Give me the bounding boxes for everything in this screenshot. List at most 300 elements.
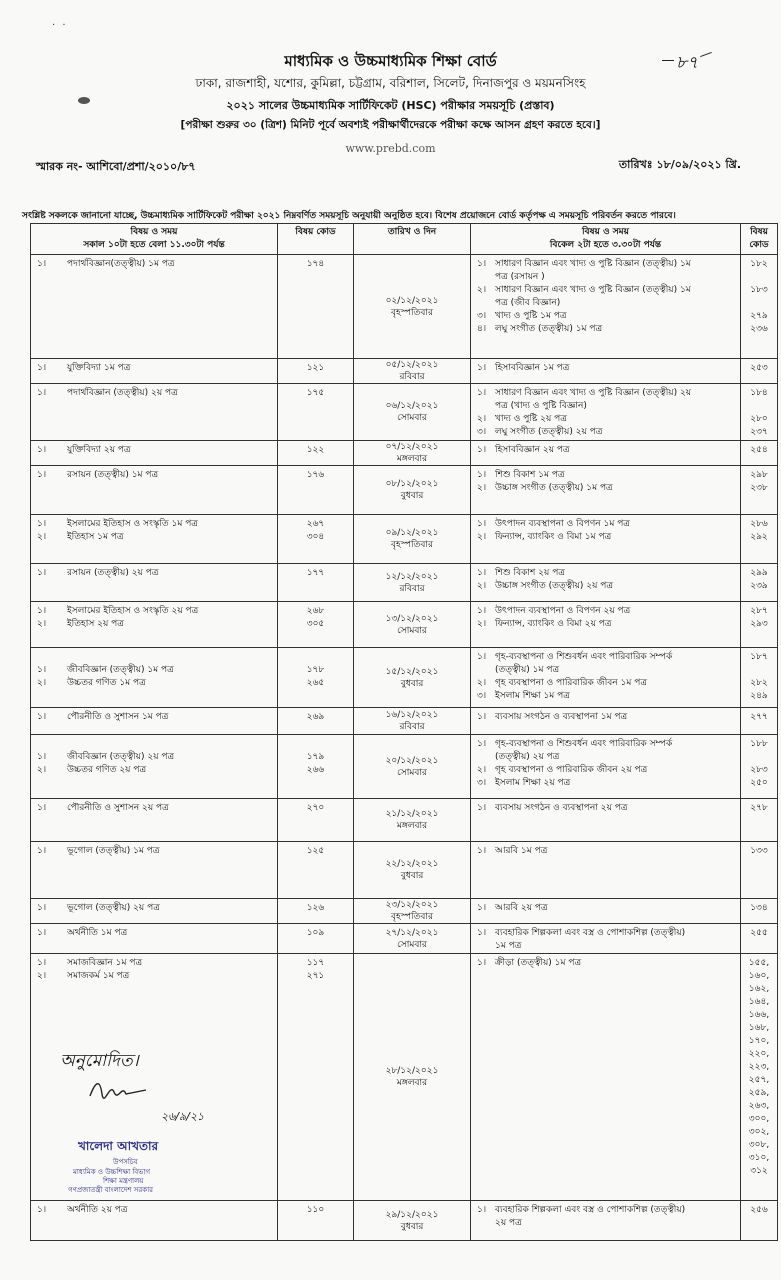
afternoon-subjects-cell — [471, 648, 741, 708]
subject-code — [741, 940, 777, 953]
afternoon-subject-line — [477, 531, 736, 544]
subject-name: জীববিজ্ঞান (তত্ত্বীয়) ১ম পত্র — [67, 665, 174, 675]
schedule-row — [31, 842, 778, 899]
subject-name: গৃহ ব্যবস্থাপনা ও পারিবারিক জীবন ১ম পত্র — [495, 678, 647, 688]
item-number: ১। — [477, 739, 487, 749]
afternoon-subjects — [471, 799, 740, 815]
afternoon-subject-line — [477, 518, 736, 531]
subject-code: ১৮৮ — [750, 739, 768, 749]
afternoon-code-cell — [741, 384, 778, 441]
subject-code — [741, 297, 777, 310]
exam-date: ১৬/১২/২০২১ — [385, 710, 439, 720]
morning-codes — [278, 359, 353, 375]
exam-date: ১৫/১২/২০২১ — [385, 666, 439, 677]
item-number — [37, 738, 67, 751]
afternoon-codes — [741, 799, 777, 815]
subject-code: ১৬৮, — [748, 1023, 770, 1033]
subject-code: ১৩৩ — [750, 846, 768, 856]
subject-code: ৩১২ — [750, 1166, 768, 1176]
subject-name: ফিন্যান্স, ব্যাংকিং ও বিমা ১ম পত্র — [495, 532, 612, 542]
subject-code: ২৫৪ — [750, 445, 768, 455]
item-number: ২। — [477, 678, 487, 688]
morning-codes — [278, 842, 353, 858]
item-number: ১। — [37, 846, 47, 856]
afternoon-subject-line — [477, 400, 736, 413]
subject-code: ২৬৬ — [306, 765, 325, 775]
item-number: ২। — [37, 532, 47, 542]
subject-code: ২৯২ — [750, 532, 768, 542]
afternoon-subjects-cell — [471, 1201, 741, 1241]
subject-code: ১৭০, — [748, 1036, 770, 1046]
morning-subjects — [31, 954, 277, 983]
afternoon-subject-line — [477, 751, 736, 764]
item-number: ১। — [37, 928, 47, 938]
morning-subject-line — [37, 531, 273, 544]
morning-code-cell — [278, 564, 354, 602]
afternoon-codes — [741, 564, 777, 593]
subject-name: ব্যবসায় সংগঠন ও ব্যবস্থাপনা ২য় পত্র — [495, 803, 628, 813]
header-code2: বিষয় কোড — [741, 224, 778, 255]
morning-codes — [278, 799, 353, 815]
subject-name: আরবি ২য় পত্র — [495, 903, 548, 913]
header-morning: বিষয় ও সময় সকাল ১০টা হতে বেলা ১১.৩০টা পর্যন্ত — [31, 224, 278, 255]
date-cell — [354, 708, 471, 735]
exam-date: ২১/১২/২০২১ — [385, 809, 439, 819]
morning-code-cell — [278, 954, 354, 1201]
subject-code — [741, 1217, 777, 1230]
item-number: ১। — [477, 846, 487, 856]
subject-name: সাধারণ বিজ্ঞান এবং খাদ্য ও পুষ্টি বিজ্ঞান (তত্ত্বীয়) ১ম — [495, 259, 691, 269]
afternoon-subjects-cell — [471, 359, 741, 384]
memo-number: স্মারক নং- আশিবো/প্রশা/২০১০/৮৭ — [36, 160, 196, 173]
morning-codes — [278, 441, 353, 457]
afternoon-subject-line — [477, 482, 736, 495]
afternoon-subject-line — [477, 284, 736, 297]
issue-date: তারিখঃ ১৮/০৯/২০২১ খ্রি. — [618, 158, 741, 171]
subject-name: অর্থনীতি ১ম পত্র — [67, 928, 128, 938]
subject-name: উচ্চাঙ্গ সংগীত (তত্ত্বীয়) ২য় পত্র — [495, 581, 613, 591]
item-number: ১। — [37, 665, 47, 675]
item-number: ১। — [37, 903, 47, 913]
afternoon-subjects-cell — [471, 515, 741, 564]
subject-name: ভূগোল (তত্ত্বীয়) ২য় পত্র — [67, 903, 160, 913]
morning-subjects-cell — [31, 255, 278, 359]
afternoon-subjects — [471, 842, 740, 858]
subject-code: ২৩৬ — [750, 324, 768, 334]
exam-instruction: [পরীক্ষা শুরুর ৩০ (ত্রিশ) মিনিট পূর্বে অবশ্যই পরীক্ষার্থীদেরকে পরীক্ষা কক্ষে আসন গ্রহণ করতে হবে।] — [180, 119, 601, 131]
afternoon-subjects — [471, 466, 740, 495]
morning-subject-line — [37, 764, 273, 777]
morning-subjects — [31, 899, 277, 915]
handwritten-page-number: ৮৭ — [676, 50, 698, 78]
exam-day: সোমবার — [397, 625, 427, 636]
morning-subjects-cell — [31, 466, 278, 515]
morning-subject-line — [37, 802, 273, 815]
item-number: ১। — [37, 568, 47, 578]
afternoon-subjects — [471, 564, 740, 593]
subject-code: ৩০৪ — [306, 532, 325, 542]
item-number — [477, 297, 495, 310]
subject-name: ক্রীড়া (তত্ত্বীয়) ১ম পত্র — [495, 958, 582, 968]
subject-code: ১৬০, — [748, 971, 770, 981]
subject-name: উচ্চতর গণিত ১ম পত্র — [67, 678, 146, 688]
morning-codes — [278, 1201, 353, 1217]
morning-subjects — [31, 1201, 277, 1217]
morning-subject-line — [37, 362, 273, 375]
item-number: ২। — [477, 414, 487, 424]
subject-code: ১৭৪ — [306, 259, 325, 269]
afternoon-subject-line — [477, 777, 736, 790]
item-number: ১। — [37, 803, 47, 813]
subject-code: ২৫৯, — [748, 1088, 770, 1098]
item-number: ৩। — [477, 311, 487, 321]
afternoon-subject-line — [477, 469, 736, 482]
subject-name: (তত্ত্বীয়) ২য় পত্র — [495, 752, 560, 762]
item-number: ১। — [477, 803, 487, 813]
subject-name: ইসলামের ইতিহাস ও সংস্কৃতি ১ম পত্র — [67, 519, 198, 529]
date-cell — [354, 924, 471, 954]
subject-code: ২৭১ — [306, 971, 325, 981]
afternoon-codes — [741, 1201, 777, 1230]
subject-code — [741, 271, 777, 284]
morning-subjects — [31, 735, 277, 777]
date-cell — [354, 1201, 471, 1241]
morning-subjects-cell — [31, 384, 278, 441]
date-cell — [354, 648, 471, 708]
item-number: ৩। — [477, 778, 487, 788]
subject-name: পত্র (রসায়ন ) — [495, 272, 545, 282]
subject-code — [278, 651, 353, 664]
morning-subjects — [31, 842, 277, 858]
item-number: ১। — [37, 519, 47, 529]
subject-code: ১৮২ — [750, 259, 768, 269]
signatory-government: গণপ্রজাতন্ত্রী বাংলাদেশ সরকার — [68, 1186, 153, 1194]
afternoon-subjects-cell — [471, 799, 741, 842]
subject-code: ১০৯ — [306, 928, 325, 938]
subject-code: ১৬৪, — [748, 997, 770, 1007]
table-header-row — [31, 224, 778, 255]
item-number — [477, 940, 495, 953]
schedule-row — [31, 602, 778, 648]
subject-code: ২৭৭ — [750, 712, 768, 722]
item-number: ১। — [37, 470, 47, 480]
item-number: ১। — [37, 712, 47, 722]
subject-code: ২৮৬ — [750, 519, 768, 529]
schedule-row — [31, 899, 778, 924]
schedule-row — [31, 359, 778, 384]
morning-code-cell — [278, 441, 354, 466]
afternoon-subjects-cell — [471, 384, 741, 441]
afternoon-subject-line — [477, 580, 736, 593]
subject-code: ১২২ — [306, 445, 325, 455]
schedule-row — [31, 515, 778, 564]
morning-subject-line — [37, 751, 273, 764]
subject-code: ২৫৬ — [750, 1205, 768, 1215]
notice-text: সংশ্লিষ্ট সকলকে জানানো যাচ্ছে, উচ্চমাধ্যমিক সার্টিফিকেট পরীক্ষা ২০২১ নিম্নবর্ণিত সময়সূচি অনুযায়ী অনুষ্ঠিত হবে। বিশেষ প্রয়োজনে বোর্ড কর্তৃপক্ষ এ সময়সূচি পরিবর্তন করতে পারবে। — [22, 211, 676, 221]
morning-subjects-cell — [31, 602, 278, 648]
morning-subject-line — [37, 618, 273, 631]
subject-name: পত্র (খাদ্য ও পুষ্টি বিজ্ঞান) — [495, 401, 587, 411]
subject-code: ৩০৮, — [748, 1140, 770, 1150]
exam-date: ০৫/১২/২০২১ — [385, 360, 439, 370]
exam-day: বুধবার — [400, 491, 424, 501]
subject-code: ১৭৫ — [306, 388, 325, 398]
subject-name: পদার্থবিজ্ঞান (তত্ত্বীয়) ২য় পত্র — [67, 388, 178, 398]
item-number: ১। — [477, 568, 487, 578]
handwritten-signature — [88, 1078, 148, 1100]
afternoon-subjects-cell — [471, 466, 741, 515]
subject-code: ১৭৯ — [306, 752, 325, 762]
afternoon-code-cell — [741, 515, 778, 564]
subject-name: লঘু সংগীত (তত্ত্বীয়) ২য় পত্র — [495, 427, 603, 437]
date-cell — [354, 799, 471, 842]
subject-name: গৃহ-ব্যবস্থাপনা ও শিশুবর্ধন এবং পারিবারিক সম্পর্ক — [495, 652, 673, 662]
afternoon-subjects — [471, 735, 740, 790]
exam-day: রবিবার — [399, 583, 425, 594]
afternoon-subject-line — [477, 362, 736, 375]
subject-code: ১১৭ — [306, 958, 325, 968]
exam-day: সোমবার — [397, 767, 427, 778]
afternoon-subjects-cell — [471, 564, 741, 602]
item-number — [477, 664, 495, 677]
subject-code: ২৭০ — [306, 803, 325, 813]
subject-name: ইতিহাস ১ম পত্র — [67, 532, 124, 542]
subject-code: ১৩৪ — [750, 903, 768, 913]
subject-name: সাধারণ বিজ্ঞান এবং খাদ্য ও পুষ্টি বিজ্ঞান (তত্ত্বীয়) ১ম — [495, 285, 691, 295]
exam-date: ২০/১২/২০২১ — [385, 755, 439, 766]
subject-code: ২৬৮ — [306, 606, 325, 616]
exam-date: ২৯/১২/২০২১ — [385, 1209, 439, 1220]
afternoon-subjects — [471, 441, 740, 457]
schedule-row — [31, 1201, 778, 1241]
subject-name: লঘু সংগীত (তত্ত্বীয়) ১ম পত্র — [495, 324, 603, 334]
schedule-row — [31, 255, 778, 359]
date-cell — [354, 441, 471, 466]
morning-code-cell — [278, 842, 354, 899]
subject-name: পৌরনীতি ও সুশাসন ১ম পত্র — [67, 712, 169, 722]
signatory-designation: উপসচিব — [113, 1158, 138, 1166]
afternoon-subject-line — [477, 310, 736, 323]
exam-day: বুধবার — [400, 678, 424, 689]
subject-name: সমাজবিজ্ঞান ১ম পত্র — [67, 958, 143, 968]
subject-code: ২৯৮ — [750, 470, 768, 480]
morning-codes — [278, 564, 353, 580]
afternoon-code-cell — [741, 564, 778, 602]
afternoon-code-cell — [741, 842, 778, 899]
subject-name: শিশু বিকাশ ১ম পত্র — [495, 470, 565, 480]
item-number — [477, 271, 495, 284]
subject-code: ২৮৭ — [750, 606, 768, 616]
subject-code: ৩০৫ — [306, 619, 325, 629]
subject-code: ১২১ — [306, 363, 325, 373]
item-number: ২। — [477, 483, 487, 493]
morning-subjects — [31, 515, 277, 544]
morning-code-cell — [278, 924, 354, 954]
subject-code: ২৭৯ — [750, 311, 768, 321]
item-number: ১। — [37, 752, 47, 762]
subject-code: ৩১০, — [748, 1153, 770, 1163]
subject-name: অর্থনীতি ২য় পত্র — [67, 1205, 128, 1215]
morning-subject-line — [37, 567, 273, 580]
afternoon-subject-line — [477, 1217, 736, 1230]
afternoon-subject-line — [477, 957, 736, 970]
subject-name: যুক্তিবিদ্যা ২য় পত্র — [67, 445, 131, 455]
subject-name: জীববিজ্ঞান (তত্ত্বীয়) ২য় পত্র — [67, 752, 175, 762]
subject-code: ২৬৩, — [748, 1101, 770, 1111]
subject-code: ২৮০ — [750, 414, 768, 424]
subject-name: ২য় পত্র — [495, 1218, 522, 1228]
morning-codes — [278, 255, 353, 271]
subject-name: শিশু বিকাশ ২য় পত্র — [495, 568, 565, 578]
morning-subject-line — [37, 444, 273, 457]
morning-subject-line — [37, 845, 273, 858]
item-number: ২। — [37, 619, 47, 629]
item-number: ১। — [477, 606, 487, 616]
schedule-row — [31, 564, 778, 602]
afternoon-subjects — [471, 899, 740, 915]
exam-day: রবিবার — [399, 372, 425, 382]
morning-subjects-cell — [31, 1201, 278, 1241]
subject-name: গৃহ ব্যবস্থাপনা ও পারিবারিক জীবন ২য় পত্র — [495, 765, 648, 775]
date-cell — [354, 466, 471, 515]
afternoon-subject-line — [477, 413, 736, 426]
afternoon-codes — [741, 441, 777, 457]
morning-subjects-cell — [31, 842, 278, 899]
date-cell — [354, 515, 471, 564]
subject-name: ইসলাম শিক্ষা ২য় পত্র — [495, 778, 571, 788]
subject-name: খাদ্য ও পুষ্টি ২য় পত্র — [495, 414, 567, 424]
subject-code: ২২৩, — [748, 1062, 770, 1072]
afternoon-subject-line — [477, 567, 736, 580]
exam-date: ২৮/১২/২০২১ — [385, 1066, 439, 1076]
date-cell — [354, 735, 471, 799]
afternoon-subjects — [471, 708, 740, 724]
afternoon-code-cell — [741, 799, 778, 842]
afternoon-codes — [741, 255, 777, 336]
morning-codes — [278, 602, 353, 631]
subject-code: ২৮২ — [750, 678, 768, 688]
afternoon-codes — [741, 384, 777, 439]
subject-code: ২৪৯ — [750, 691, 768, 701]
afternoon-subject-line — [477, 271, 736, 284]
morning-code-cell — [278, 648, 354, 708]
morning-codes — [278, 515, 353, 544]
afternoon-subject-line — [477, 258, 736, 271]
subject-code: ১৮৩ — [750, 285, 768, 295]
morning-code-cell — [278, 799, 354, 842]
morning-subjects — [31, 255, 277, 271]
morning-codes — [278, 466, 353, 482]
morning-codes — [278, 708, 353, 724]
afternoon-subjects — [471, 954, 740, 970]
schedule-row — [31, 799, 778, 842]
afternoon-subjects-cell — [471, 842, 741, 899]
item-number: ১। — [37, 606, 47, 616]
subject-name: পদার্থবিজ্ঞান(তত্ত্বীয়) ১ম পত্র — [67, 259, 175, 269]
afternoon-codes — [741, 842, 777, 858]
morning-subject-line — [37, 970, 273, 983]
subject-name: ১ম পত্র — [495, 941, 522, 951]
morning-subjects-cell — [31, 515, 278, 564]
afternoon-code-cell — [741, 1201, 778, 1241]
exam-date: ০৬/১২/২০২১ — [385, 401, 439, 411]
subject-name: হিসাববিজ্ঞান ২য় পত্র — [495, 445, 570, 455]
item-number — [477, 751, 495, 764]
schedule-row — [31, 735, 778, 799]
morning-subject-line — [37, 469, 273, 482]
afternoon-subject-line — [477, 323, 736, 336]
board-name: মাধ্যমিক ও উচ্চমাধ্যমিক শিক্ষা বোর্ড — [284, 52, 497, 70]
subject-code: ১২৫ — [306, 846, 325, 856]
item-number: ১। — [477, 388, 487, 398]
schedule-row — [31, 441, 778, 466]
afternoon-codes — [741, 735, 777, 790]
morning-code-cell — [278, 515, 354, 564]
morning-codes — [278, 384, 353, 400]
subject-code: ২৯৩ — [750, 619, 768, 629]
item-number: ১। — [477, 519, 487, 529]
item-number: ১। — [37, 363, 47, 373]
subject-code: ১৭৮ — [306, 665, 325, 675]
afternoon-subject-line — [477, 444, 736, 457]
subject-code: ১৬২, — [748, 984, 770, 994]
item-number: ১। — [37, 388, 47, 398]
afternoon-subject-line — [477, 845, 736, 858]
date-cell — [354, 255, 471, 359]
subject-name: ইসলাম শিক্ষা ১ম পত্র — [495, 691, 570, 701]
afternoon-subject-line — [477, 802, 736, 815]
afternoon-codes — [741, 466, 777, 495]
afternoon-subject-line — [477, 711, 736, 724]
afternoon-codes — [741, 359, 777, 375]
afternoon-subject-line — [477, 738, 736, 751]
afternoon-subjects — [471, 602, 740, 631]
morning-subjects — [31, 602, 277, 631]
exam-day: মঙ্গলবার — [396, 821, 428, 831]
item-number: ২। — [477, 581, 487, 591]
morning-subjects — [31, 799, 277, 815]
afternoon-subjects-cell — [471, 708, 741, 735]
subject-code: ১২৬ — [306, 903, 325, 913]
item-number: ১। — [37, 958, 47, 968]
afternoon-codes — [741, 515, 777, 544]
item-number: ২। — [37, 765, 47, 775]
subject-code: ৩০০, — [748, 1114, 770, 1124]
afternoon-code-cell — [741, 954, 778, 1201]
item-number: ১। — [477, 445, 487, 455]
morning-subjects — [31, 564, 277, 580]
item-number: ১। — [37, 259, 47, 269]
item-number: ৩। — [477, 427, 487, 437]
subject-name: উচ্চতর গণিত ২য় পত্র — [67, 765, 147, 775]
item-number: ১। — [477, 259, 487, 269]
date-cell — [354, 359, 471, 384]
signatory-name: খালেদা আখতার — [78, 1139, 159, 1153]
afternoon-subject-line — [477, 677, 736, 690]
morning-subject-line — [37, 518, 273, 531]
morning-subjects-cell — [31, 799, 278, 842]
date-cell — [354, 899, 471, 924]
morning-codes — [278, 924, 353, 940]
morning-subjects-cell — [31, 924, 278, 954]
item-number: ২। — [477, 532, 487, 542]
morning-code-cell — [278, 384, 354, 441]
afternoon-subjects — [471, 359, 740, 375]
afternoon-codes — [741, 899, 777, 915]
schedule-title: ২০২১ সালের উচ্চমাধ্যমিক সার্টিফিকেট (HSC) পরীক্ষার সময়সূচি (প্রস্তাব) — [226, 99, 555, 112]
board-cities: ঢাকা, রাজশাহী, যশোর, কুমিল্লা, চট্টগ্রাম, বরিশাল, সিলেট, দিনাজপুর ও ময়মনসিংহ — [195, 76, 586, 90]
morning-subject-line — [37, 1204, 273, 1217]
